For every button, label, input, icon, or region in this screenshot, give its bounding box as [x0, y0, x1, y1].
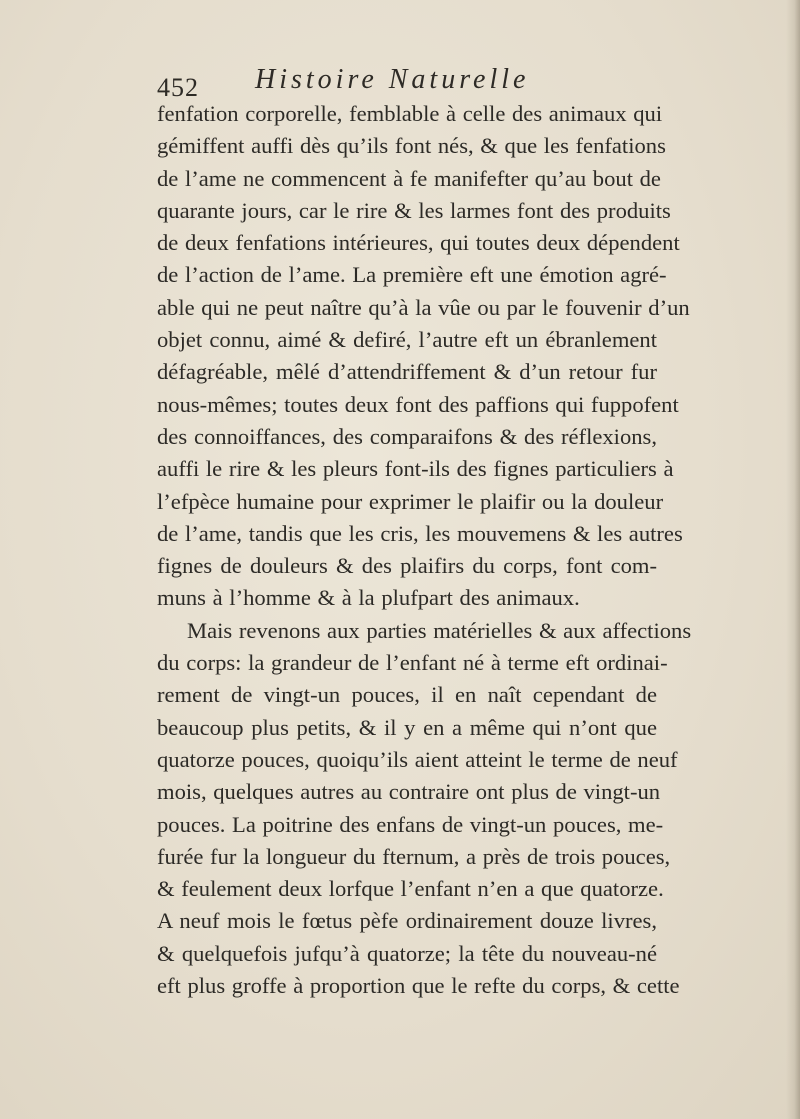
text-line: beaucoup plus petits, & il y en a même qui n’ont que — [157, 714, 657, 740]
text-line: furée fur la longueur du fternum, a près de trois pouces, — [157, 843, 671, 869]
text-line: & feulement deux lorfque l’enfant n’en a que quatorze. — [157, 876, 664, 902]
paragraph-start-line: Mais revenons aux parties matérielles & aux affections — [187, 617, 692, 643]
text-line: fignes de douleurs & des plaifirs du corps, font com- — [157, 553, 657, 579]
text-line: l’efpèce humaine pour exprimer le plaifir ou la douleur — [157, 488, 664, 514]
text-line: de l’action de l’ame. La première eft une émotion agré- — [157, 262, 667, 288]
text-line: de l’ame ne commencent à fe manifefter qu’au bout de — [157, 165, 661, 191]
text-line: défagréable, mêlé d’attendriffement & d’un retour fur — [157, 359, 657, 385]
text-line: nous-mêmes; toutes deux font des paffions qui fuppofent — [157, 391, 679, 417]
text-line: des connoiffances, des comparaifons & des réflexions, — [157, 423, 657, 449]
text-line: auffi le rire & les pleurs font-ils des fignes particuliers à — [157, 456, 674, 482]
text-line: & quelquefois jufqu’à quatorze; la tête du nouveau-né — [157, 940, 657, 966]
text-line: du corps: la grandeur de l’enfant né à terme eft ordinai- — [157, 650, 668, 676]
text-line: de l’ame, tandis que les cris, les mouvemens & les autres — [157, 520, 683, 546]
page-edge-shadow — [786, 0, 800, 1119]
text-line: able qui ne peut naître qu’à la vûe ou par le fouvenir d’un — [157, 294, 690, 320]
text-line: pouces. La poitrine des enfans de vingt-un pouces, me- — [157, 811, 664, 837]
text-line: objet connu, aimé & defiré, l’autre eft un ébranlement — [157, 327, 657, 353]
body-text — [157, 98, 692, 1002]
running-head: Histoire Naturelle — [255, 64, 530, 95]
text-line: eft plus groffe à proportion que le refte du corps, & cette — [157, 973, 680, 999]
page-number: 452 — [157, 73, 199, 102]
text-line: fenfation corporelle, femblable à celle des animaux qui — [157, 101, 663, 126]
text-line: quarante jours, car le rire & les larmes font des produits — [157, 197, 671, 223]
text-line: mois, quelques autres au contraire ont plus de vingt-un — [157, 779, 661, 805]
paragraph-end-line: muns à l’homme & à la plufpart des animaux. — [157, 585, 580, 611]
text-line: quatorze pouces, quoiqu’ils aient atteint le terme de neuf — [157, 746, 678, 772]
text-line: de deux fenfations intérieures, qui toutes deux dépendent — [157, 230, 680, 256]
text-line: rement de vingt-un pouces, il en naît cependant de — [157, 682, 657, 708]
text-line: gémiffent auffi dès qu’ils font nés, & que les fenfations — [157, 133, 666, 159]
text-line: A neuf mois le fœtus pèfe ordinairement douze livres, — [157, 908, 657, 934]
